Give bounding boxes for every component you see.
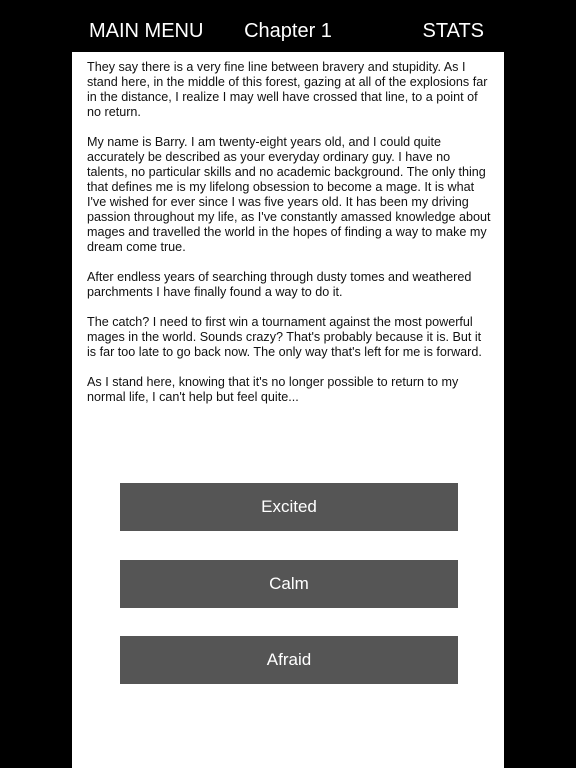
choice-button-excited[interactable]: Excited	[120, 483, 458, 531]
story-paragraph: As I stand here, knowing that it's no longer possible to return to my normal life, I can't help but feel quite...	[87, 375, 459, 404]
story-paragraph: The catch? I need to first win a tournament against the most powerful mages in the world. Sounds crazy? That's probably because it is. But it is far too late to go back now. The only way that's left for me is forward.	[87, 315, 482, 359]
story-paragraph: They say there is a very fine line between bravery and stupidity. As I stand here, in the middle of this forest, gazing at all of the explosions far in the distance, I realize I may well have crossed that line, to a point of no return.	[87, 60, 488, 119]
story-page	[72, 52, 504, 768]
choice-button-calm[interactable]: Calm	[120, 560, 458, 608]
story-paragraph: After endless years of searching through dusty tomes and weathered parchments I have finally found a way to do it.	[87, 270, 472, 299]
story-paragraph: My name is Barry. I am twenty-eight years old, and I could quite accurately be described as your everyday ordinary guy. I have no talents, no particular skills and no academic background. The only thing that defines me is my lifelong obsession to become a mage. It is what I've wished for ever since I was five years old. It has been my driving passion throughout my life, as I've constantly amassed knowledge about mages and travelled the world in the hopes of finding a way to make my dream come true.	[87, 135, 491, 254]
story-text	[87, 60, 492, 420]
choice-button-afraid[interactable]: Afraid	[120, 636, 458, 684]
chapter-title: Chapter 1	[244, 20, 332, 42]
stats-button[interactable]: STATS	[422, 20, 484, 42]
main-menu-button[interactable]: MAIN MENU	[89, 20, 204, 42]
top-bar	[72, 0, 504, 52]
